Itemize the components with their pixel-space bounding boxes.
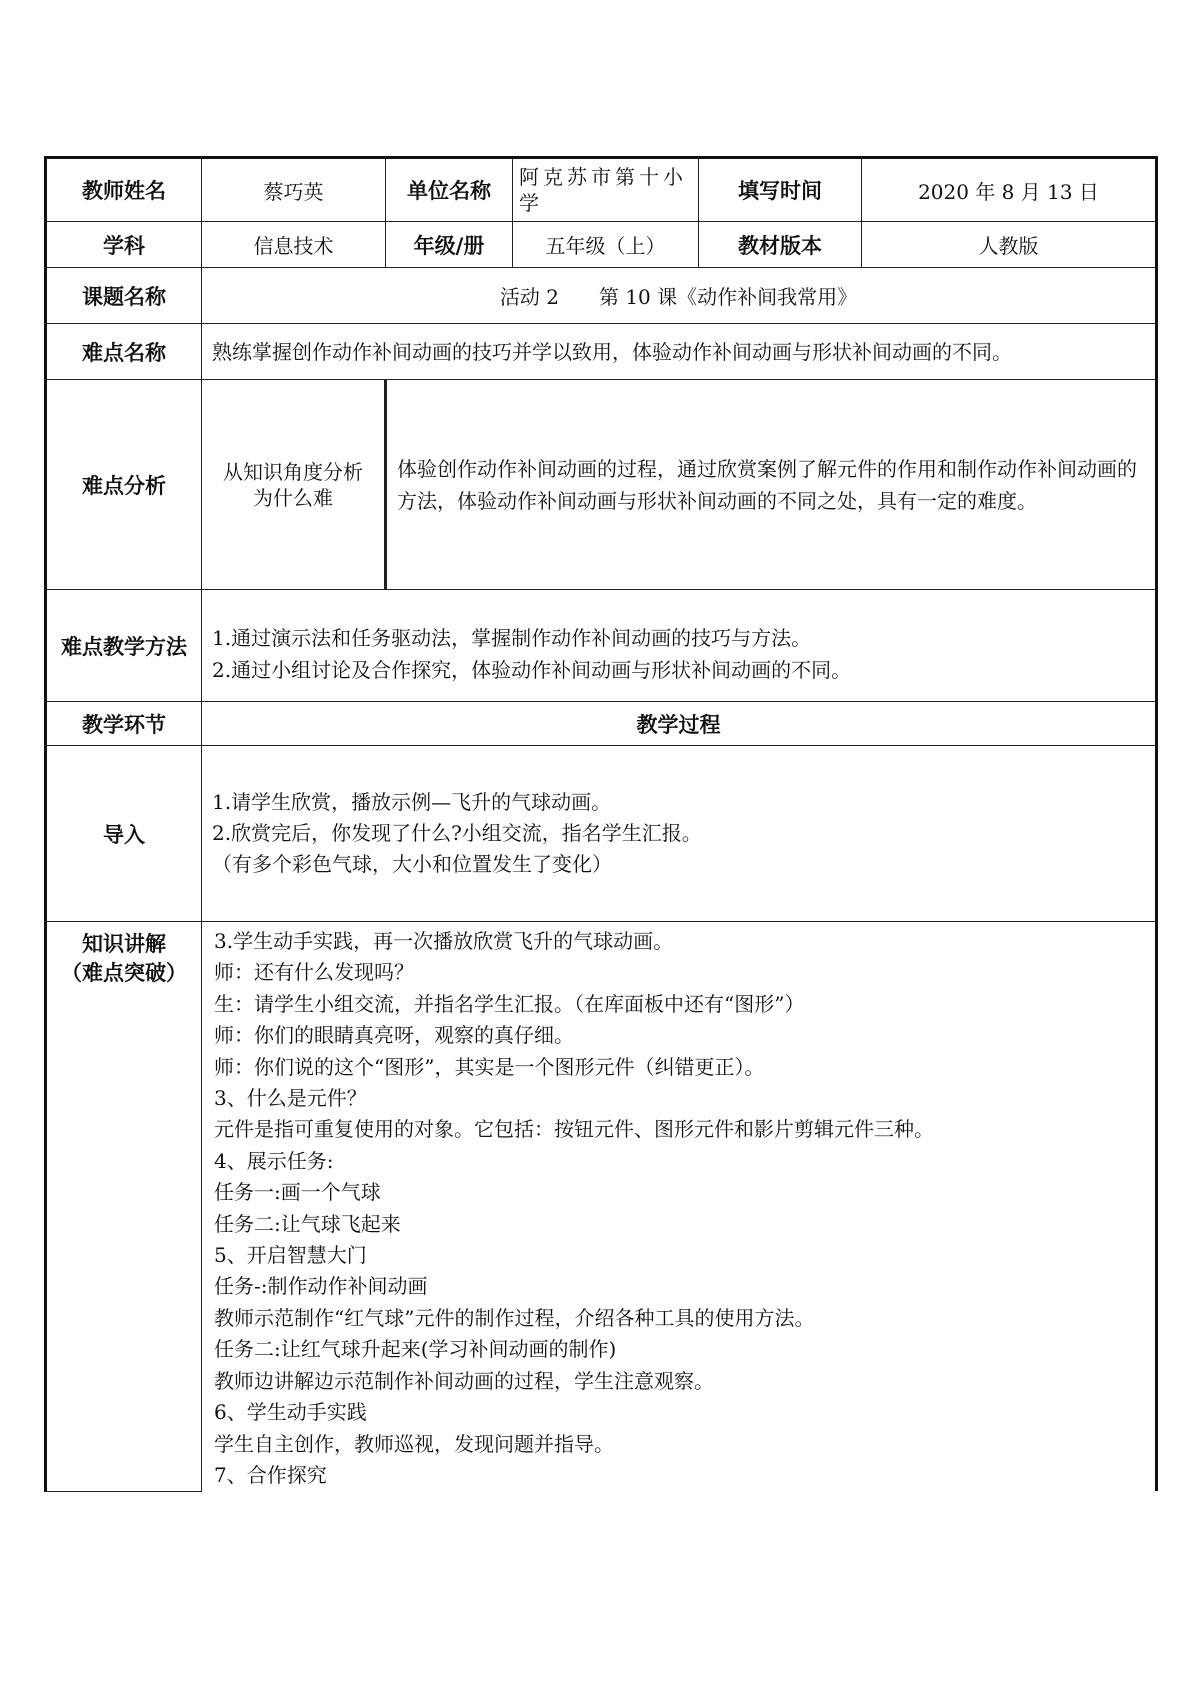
edition-value: 人教版 [862,222,1157,268]
topic-value: 活动 2 第 10 课《动作补间我常用》 [202,268,1157,324]
analysis-label: 难点分析 [46,380,202,590]
knowledge-line: 教师边讲解边示范制作补间动画的过程，学生注意观察。 [214,1368,714,1393]
analysis-row [46,380,1157,590]
intro-text [202,746,1157,922]
header-row-1 [46,158,1157,222]
knowledge-line: 任务二:让气球飞起来 [214,1211,401,1236]
methods-line-1: 1.通过演示法和任务驱动法，掌握制作动作补间动画的技巧与方法。 [212,625,812,650]
knowledge-line: 任务-:制作动作补间动画 [214,1274,428,1299]
teacher-name-label: 教师姓名 [46,158,202,222]
process-header-left: 教学环节 [46,702,202,746]
knowledge-line: 教师示范制作“红气球”元件的制作过程，介绍各种工具的使用方法。 [214,1305,815,1330]
analysis-text: 体验创作动作补间动画的过程，通过欣赏案例了解元件的作用和制作动作补间动画的方法，体验动作补间动画与形状补间动画的不同之处，具有一定的难度。 [386,380,1157,590]
intro-line-2: 2.欣赏完后，你发现了什么?小组交流，指名学生汇报。 [212,821,702,845]
subject-label: 学科 [46,222,202,268]
subject-value: 信息技术 [202,222,386,268]
methods-line-2: 2.通过小组讨论及合作探究，体验动作补间动画与形状补间动画的不同。 [212,657,852,682]
grade-label: 年级/册 [386,222,513,268]
difficulty-row [46,324,1157,380]
fill-date-value: 2020 年 8 月 13 日 [862,158,1157,222]
intro-row [46,746,1157,922]
knowledge-label [46,922,202,1492]
knowledge-line: 4、展示任务: [214,1148,334,1173]
header-row-2 [46,222,1157,268]
knowledge-line: 7、合作探究 [214,1462,327,1487]
fill-date-label: 填写时间 [699,158,862,222]
teacher-name-value: 蔡巧英 [202,158,386,222]
knowledge-line: 6、学生动手实践 [214,1400,367,1425]
knowledge-line: 学生自主创作，教师巡视，发现问题并指导。 [214,1431,614,1456]
knowledge-line: 师：还有什么发现吗？ [214,960,414,985]
knowledge-line: 元件是指可重复使用的对象。它包括：按钮元件、图形元件和影片剪辑元件三种。 [214,1117,934,1142]
lesson-plan-table [44,156,1158,1492]
intro-label: 导入 [46,746,202,922]
knowledge-text [202,922,1157,1492]
process-header-right: 教学过程 [202,702,1157,746]
knowledge-line: 3、什么是元件？ [214,1086,367,1111]
knowledge-row [46,922,1157,1492]
knowledge-line: 师：你们的眼睛真亮呀，观察的真仔细。 [214,1023,574,1048]
knowledge-line: 生：请学生小组交流，并指名学生汇报。（在库面板中还有“图形”） [214,991,805,1016]
difficulty-label: 难点名称 [46,324,202,380]
intro-line-1: 1.请学生欣赏，播放示例—飞升的气球动画。 [212,790,612,814]
analysis-sub-label-line-2: 为什么难 [253,485,333,510]
methods-row [46,590,1157,702]
knowledge-line: 师：你们说的这个“图形”，其实是一个图形元件（纠错更正）。 [214,1054,765,1079]
analysis-sub-label-line-1: 从知识角度分析 [223,459,363,484]
knowledge-line: 5、开启智慧大门 [214,1243,367,1268]
knowledge-label-line-1: 知识讲解 [82,932,166,956]
unit-name-value: 阿克苏市第十小学 [513,158,699,222]
difficulty-value: 熟练掌握创作动作补间动画的技巧并学以致用，体验动作补间动画与形状补间动画的不同。 [202,324,1157,380]
intro-line-3: （有多个彩色气球，大小和位置发生了变化） [212,852,612,876]
unit-name-label: 单位名称 [386,158,513,222]
methods-text [202,590,1157,702]
process-header-row [46,702,1157,746]
knowledge-line: 任务二:让红气球升起来(学习补间动画的制作) [214,1337,617,1362]
edition-label: 教材版本 [699,222,862,268]
topic-label: 课题名称 [46,268,202,324]
knowledge-label-line-2: （难点突破） [61,961,187,985]
topic-row [46,268,1157,324]
methods-label: 难点教学方法 [46,590,202,702]
knowledge-line: 任务一:画一个气球 [214,1180,381,1205]
knowledge-line: 3.学生动手实践，再一次播放欣赏飞升的气球动画。 [214,929,674,953]
grade-value: 五年级（上） [513,222,699,268]
analysis-sub-label [202,380,386,590]
